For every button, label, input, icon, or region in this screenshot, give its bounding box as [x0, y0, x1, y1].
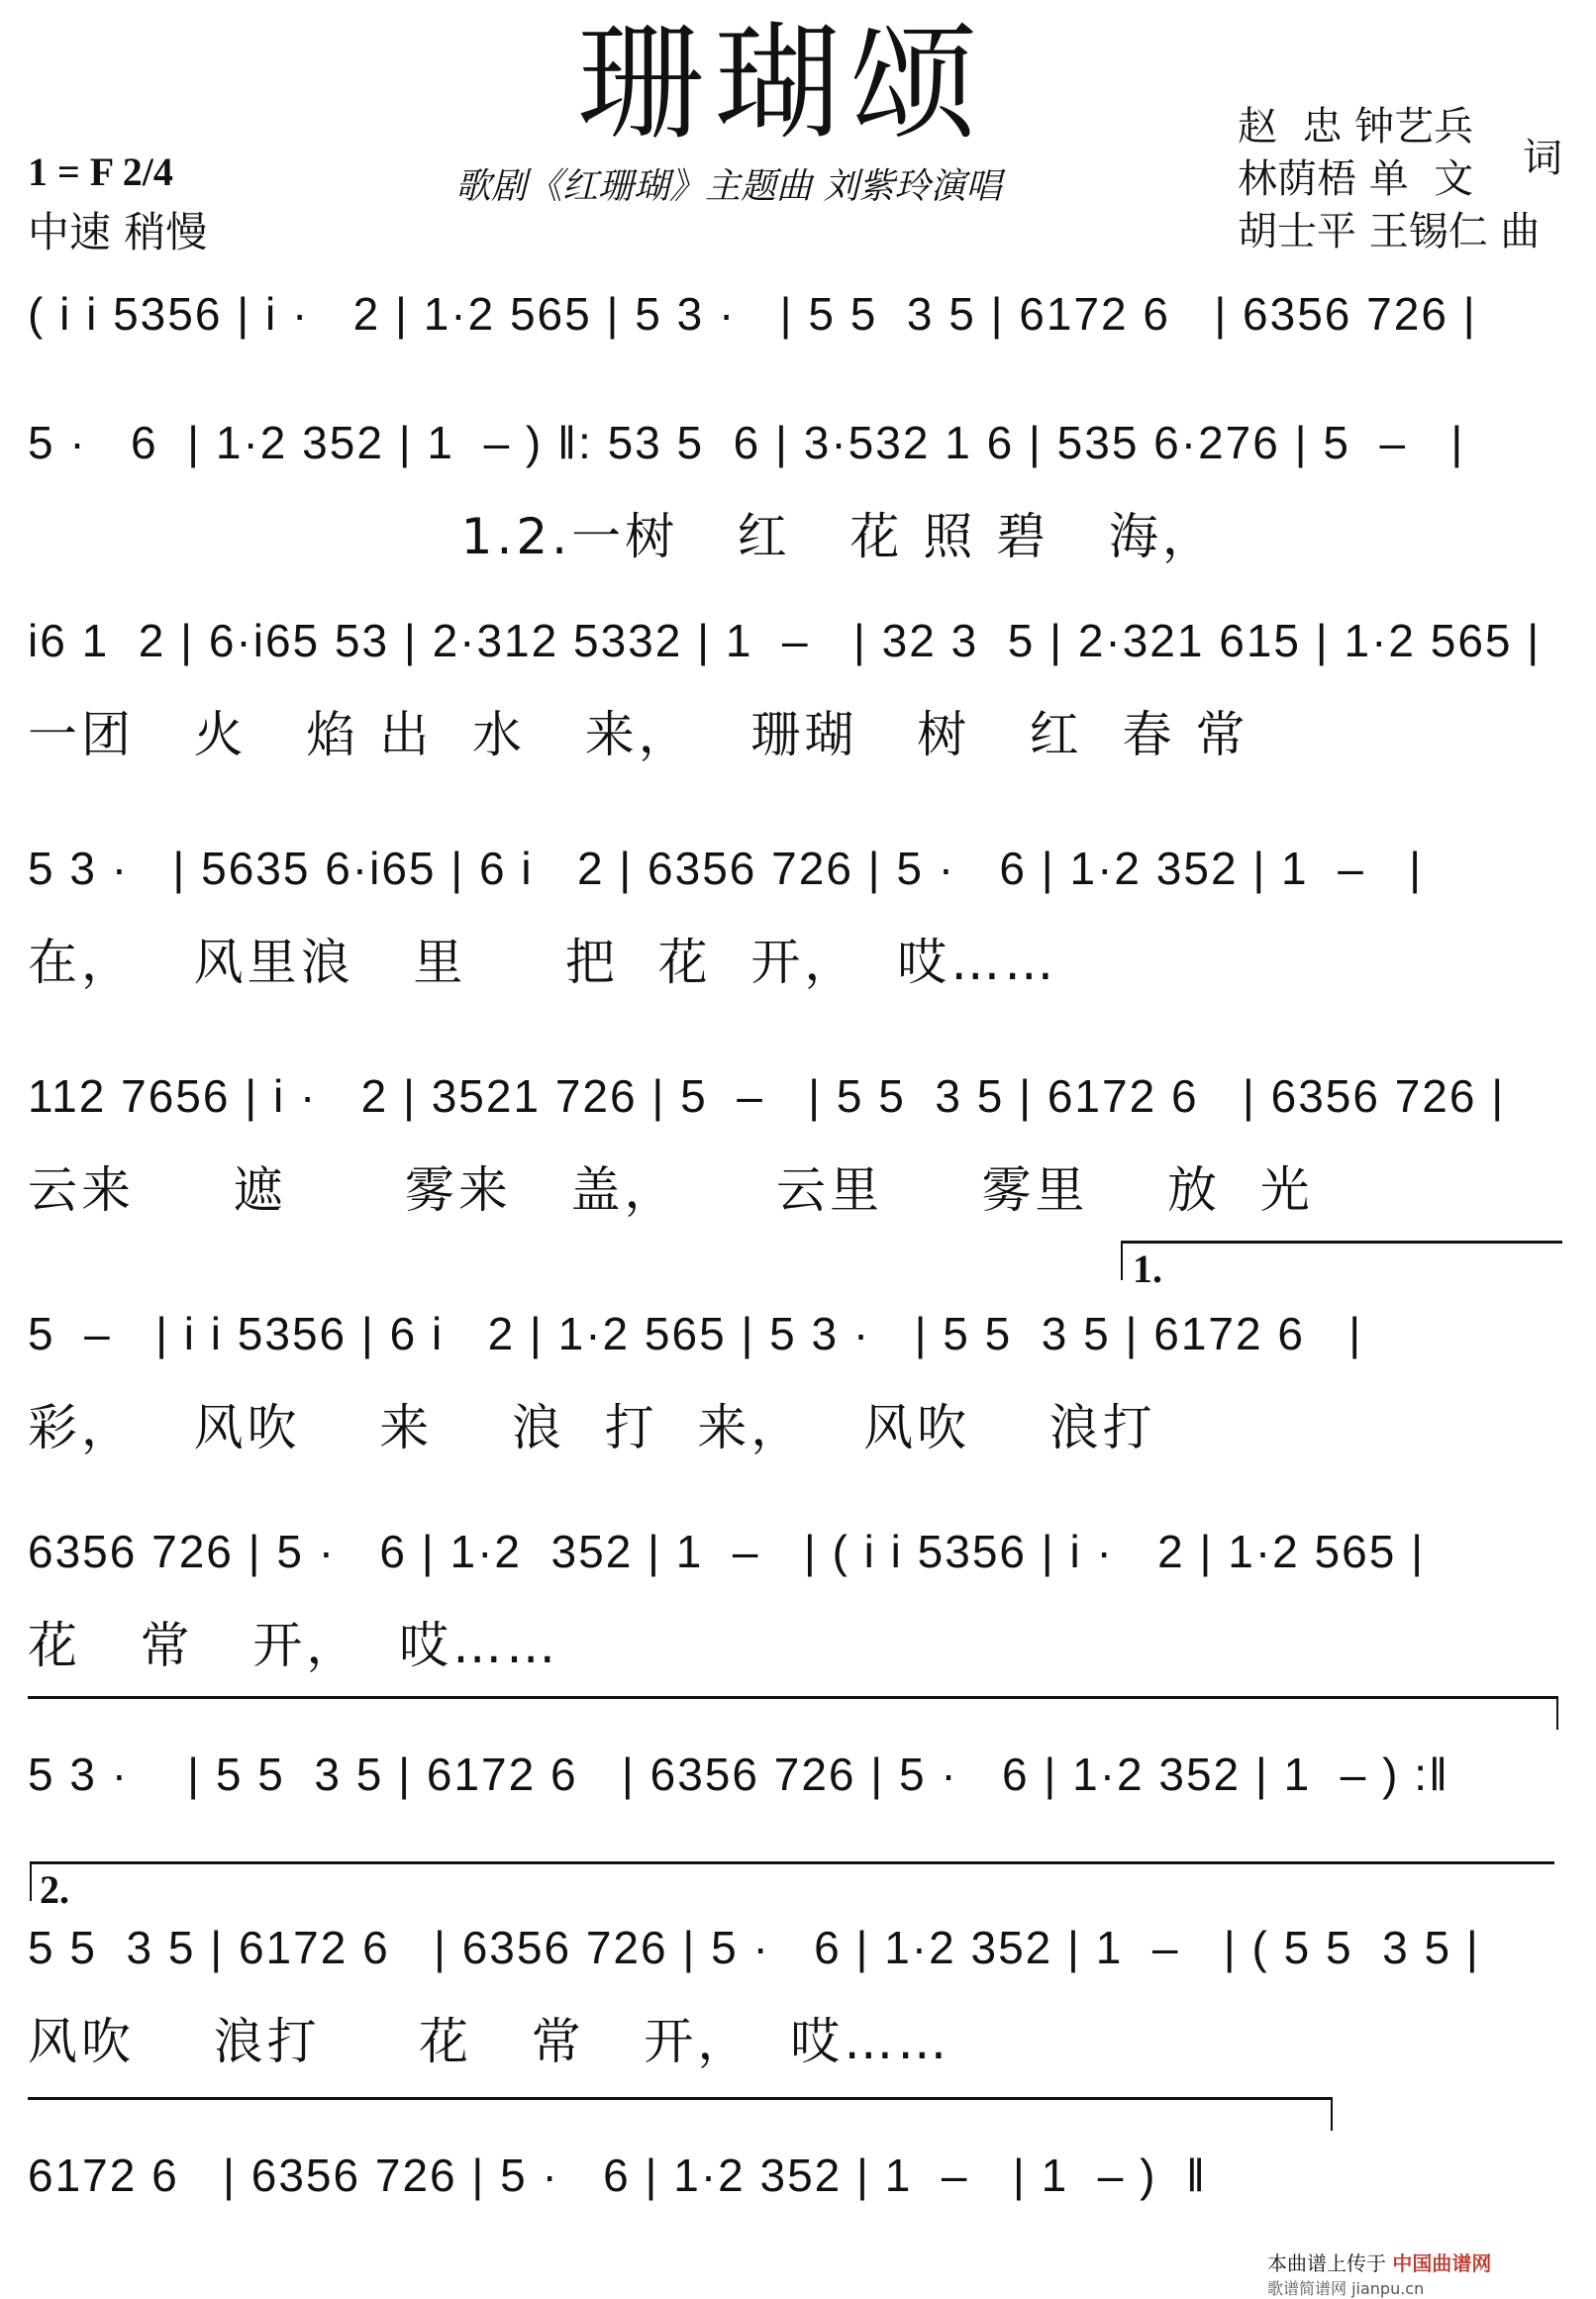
notation-line: 6172 6 | 6356 726 | 5 · 6 | 1·2 352 | 1 – | 1 – ) ‖ — [28, 2149, 1207, 2201]
notation-line: 5 – | i i 5356 | 6 i 2 | 1·2 565 | 5 3 · | 5 5 3 5 | 6172 6 | — [28, 1308, 1363, 1359]
notation-line: i6 1 2 | 6·i65 53 | 2·312 5332 | 1 – | 32 3 5 | 2·321 615 | 1·2 565 | — [28, 615, 1542, 666]
lyricist-line-1: 赵 忠 钟艺兵 — [1238, 104, 1474, 150]
upload-text: 本曲谱上传于 — [1267, 2251, 1386, 2275]
notation-line: ( i i 5356 | i · 2 | 1·2 565 | 5 3 · | 5 5 3 5 | 6172 6 | 6356 726 | — [28, 288, 1477, 340]
volta-2-end — [1331, 2097, 1333, 2131]
lyrics-line: 彩， 风吹 来 浪 打 来， 风吹 浪打 — [28, 1399, 1156, 1456]
score-row-6 — [28, 1307, 1568, 1455]
score-row-2 — [28, 416, 1568, 564]
notation-line: 5 5 3 5 | 6172 6 | 6356 726 | 5 · 6 | 1·2 352 | 1 – | ( 5 5 3 5 | — [28, 1922, 1480, 1973]
volta-2-bracket-edge — [30, 1861, 32, 1901]
lyrics-line: 云来 遮 雾来 盖， 云里 雾里 放 光 — [28, 1161, 1314, 1219]
notation-line: 6356 726 | 5 · 6 | 1·2 352 | 1 – | ( i i 5356 | i · 2 | 1·2 565 | — [28, 1526, 1426, 1577]
notation-line: 5 3 · | 5 5 3 5 | 6172 6 | 6356 726 | 5 · 6 | 1·2 352 | 1 – ) :‖ — [28, 1749, 1450, 1800]
volta-1-end — [1556, 1696, 1558, 1730]
brand-logo[interactable]: 中国曲谱网 — [1392, 2251, 1492, 2275]
tempo-marking: 中速 稍慢 — [28, 208, 208, 256]
volta-1-extension — [28, 1696, 1558, 1699]
notation-line: 5 · 6 | 1·2 352 | 1 – ) ‖: 53 5 6 | 3·532 1 6 | 535 6·276 | 5 – | — [28, 417, 1465, 468]
volta-1-bracket-edge — [1121, 1241, 1123, 1280]
volta-1-label: 1. — [1133, 1247, 1162, 1291]
key-signature: 1 = F 2/4 — [28, 150, 173, 194]
score-row-1 — [28, 287, 1568, 406]
score-row-7 — [28, 1525, 1568, 1673]
lyricist-line-2: 林荫梧 单 文 — [1238, 156, 1474, 202]
score-row-8 — [28, 1748, 1568, 1847]
lyrics-line: 风吹 浪打 花 常 开， 哎…… — [28, 2013, 951, 2070]
song-title: 珊瑚颂 — [576, 10, 987, 157]
notation-line: 5 3 · | 5635 6·i65 | 6 i 2 | 6356 726 | 5 · 6 | 1·2 352 | 1 – | — [28, 843, 1424, 894]
score-row-9 — [28, 1921, 1568, 2069]
score-row-5 — [28, 1069, 1568, 1218]
volta-2-label: 2. — [40, 1867, 69, 1912]
composer-line: 胡士平 王锡仁 曲 — [1238, 209, 1541, 254]
song-subtitle: 歌剧《红珊瑚》主题曲 刘紫玲演唱 — [455, 166, 1002, 207]
notation-line: 112 7656 | i · 2 | 3521 726 | 5 – | 5 5 3 5 | 6172 6 | 6356 726 | — [28, 1070, 1506, 1122]
lyricist-role: 词 — [1523, 136, 1562, 181]
site-footer — [1267, 2248, 1491, 2299]
volta-1-bracket — [1121, 1241, 1562, 1244]
volta-2-extension — [28, 2097, 1333, 2100]
lyrics-line: 在， 风里浪 里 把 花 开， 哎…… — [28, 934, 1058, 991]
volta-2-bracket — [30, 1861, 1554, 1864]
site-url[interactable]: 歌谱简谱网 jianpu.cn — [1267, 2279, 1425, 2298]
lyrics-line: 1.2.一树 红 花 照 碧 海， — [28, 508, 1216, 565]
score-row-4 — [28, 842, 1568, 990]
lyrics-line: 一团 火 焰 出 水 来， 珊瑚 树 红 春 常 — [28, 706, 1249, 763]
credits — [1238, 101, 1540, 258]
lyrics-line: 花 常 开， 哎…… — [28, 1617, 560, 1674]
score-row-10 — [28, 2149, 1568, 2248]
score-row-3 — [28, 614, 1568, 762]
